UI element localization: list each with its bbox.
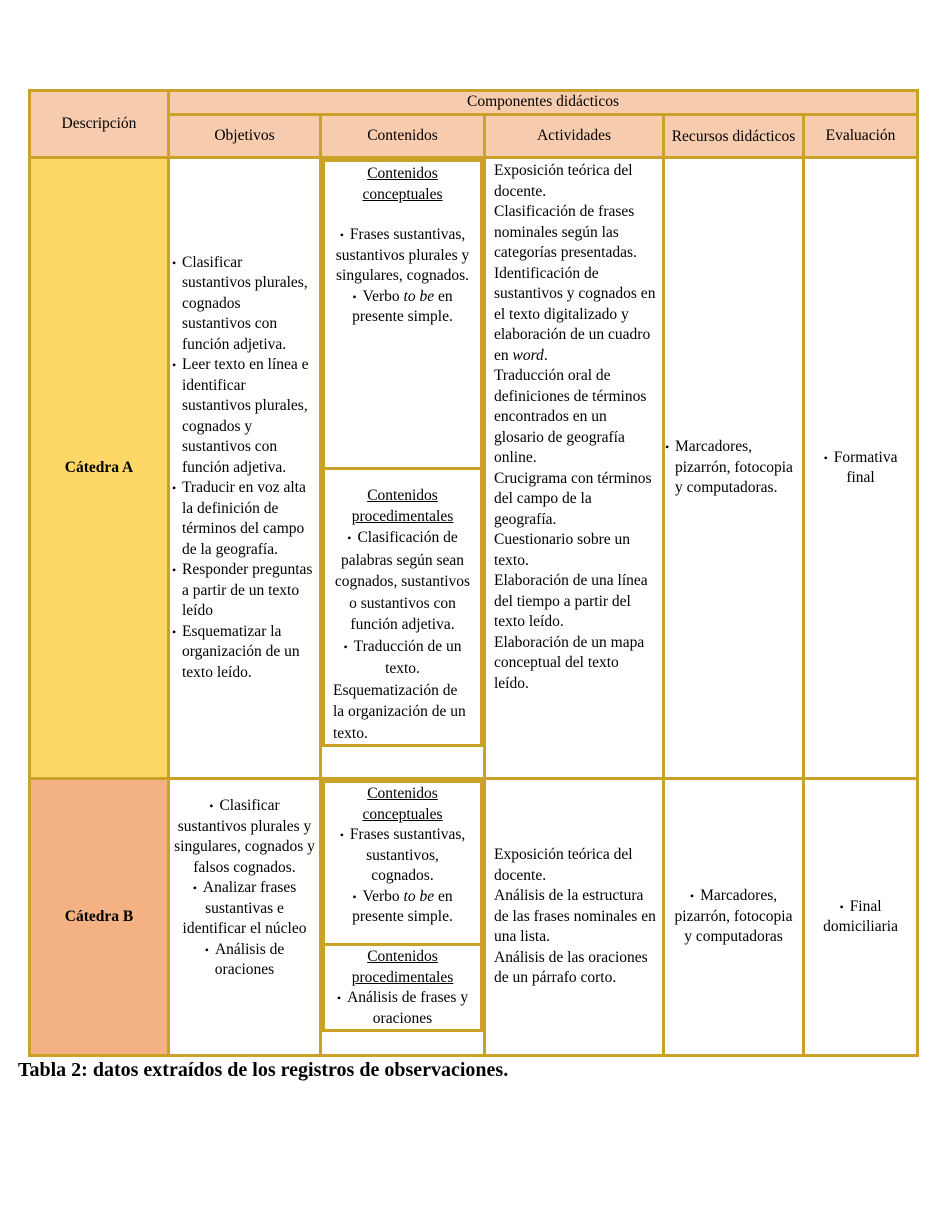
row-label-catedra-a: Cátedra A [30,158,169,779]
contenidos-conceptuales-title: Contenidos conceptuales [362,785,443,823]
list-item: • Traducción de un texto. [333,636,472,680]
table-row-catedra-b [30,779,918,1056]
actividades-cell-a [485,158,664,779]
objetivos-list-a [172,253,313,684]
list-item: • Análisis de frases y oraciones [333,988,472,1029]
header-description: Descripción [30,91,169,158]
list-item: • Clasificar sustantivos plurales, cognados sustantivos con función adjetiva. [172,253,313,356]
list-item: • Formativa final [809,448,912,489]
activity-item: Exposición teórica del docente. [494,162,633,200]
list-item: • Verbo to be en presente simple. [333,887,472,928]
activity-item: Exposición teórica del docente. [494,846,633,884]
evaluacion-list-a [809,448,912,489]
actividades-cell-b [485,779,664,1056]
activity-item: Clasificación de frases nominales según las categorías presentadas. [494,203,637,261]
table-caption: Tabla 2: datos extraídos de los registros de observaciones. [18,1059,509,1081]
contenidos-conceptuales-title: Contenidos conceptuales [362,165,443,203]
activity-item: Análisis de las oraciones de un párrafo corto. [494,948,648,987]
evaluacion-list-b [809,897,912,938]
activity-item: Identificación de sustantivos y cognados en el texto digitalizado y elaboración de un cuadro en word. [494,264,656,364]
activity-item: Elaboración de una línea del tiempo a partir del texto leído. [494,572,648,630]
recursos-cell-a [664,158,804,779]
objetivos-cell-b [169,779,321,1056]
list-item: • Clasificar sustantivos plurales y singulares, cognados y falsos cognados. [174,796,315,878]
list-item: • Final domiciliaria [809,897,912,938]
list-item: • Traducir en voz alta la definición de términos del campo de la geografía. [172,478,313,560]
activity-item: Crucigrama con términos del campo de la geografía. [494,469,652,528]
list-item: • Leer texto en línea e identificar sustantivos plurales, cognados y sustantivos con función adjetiva. [172,355,313,478]
activity-item: Traducción oral de definiciones de términos encontrados en un glosario de geografía online. [494,367,647,466]
objetivos-list-b [174,796,315,981]
list-item: • Verbo to be en presente simple. [333,287,472,328]
header-contenidos: Contenidos [321,115,485,158]
contenidos-conceptuales-list [333,225,472,328]
list-item: • Clasificación de palabras según sean cognados, sustantivos o sustantivos con función adjetiva. [333,527,472,636]
evaluacion-cell-b [804,779,918,1056]
header-objetivos: Objetivos [169,115,321,158]
objetivos-cell-a [169,158,321,779]
evaluacion-cell-a [804,158,918,779]
contenidos-procedimentales-title: Contenidos procedimentales [351,487,454,525]
header-componentes-didacticos: Componentes didácticos [169,91,918,115]
list-item: • Marcadores, pizarrón, fotocopia y computadoras [671,886,796,948]
contenidos-procedimentales-list [333,988,472,1029]
header-recursos-didacticos: Recursos didácticos [664,115,804,158]
contenidos-procedimentales-title: Contenidos procedimentales [351,948,454,986]
recursos-list-b [671,886,796,948]
list-item: • Analizar frases sustantivas e identificar el núcleo [174,878,315,940]
didactic-components-table [28,89,919,1057]
recursos-cell-b [664,779,804,1056]
list-item: • Marcadores, pizarrón, fotocopia y computadoras. [665,437,798,499]
recursos-list-a [665,437,798,499]
row-label-catedra-b: Cátedra B [30,779,169,1056]
list-item: • Frases sustantivas, sustantivos, cognados. [333,825,472,887]
table-row-catedra-a [30,158,918,779]
list-item: • Responder preguntas a partir de un texto leído [172,560,313,622]
activity-item: Análisis de la estructura de las frases nominales en una lista. [494,887,656,946]
contenidos-conceptuales-list [333,825,472,928]
list-item: • Esquematizar la organización de un texto leído. [172,622,313,684]
contenidos-procedimentales-list [333,527,472,680]
header-evaluacion: Evaluación [804,115,918,158]
list-item: • Frases sustantivas, sustantivos plurales y singulares, cognados. [333,225,472,287]
activity-item: Cuestionario sobre un texto. [494,531,631,569]
contenidos-cell-a [321,158,485,779]
contenidos-cell-b [321,779,485,1056]
list-item: • Análisis de oraciones [174,940,315,981]
header-actividades: Actividades [485,115,664,158]
contenidos-procedimentales-extra: Esquematización de la organización de un texto. [333,681,466,742]
activity-item: Elaboración de un mapa conceptual del texto leído. [494,633,645,692]
